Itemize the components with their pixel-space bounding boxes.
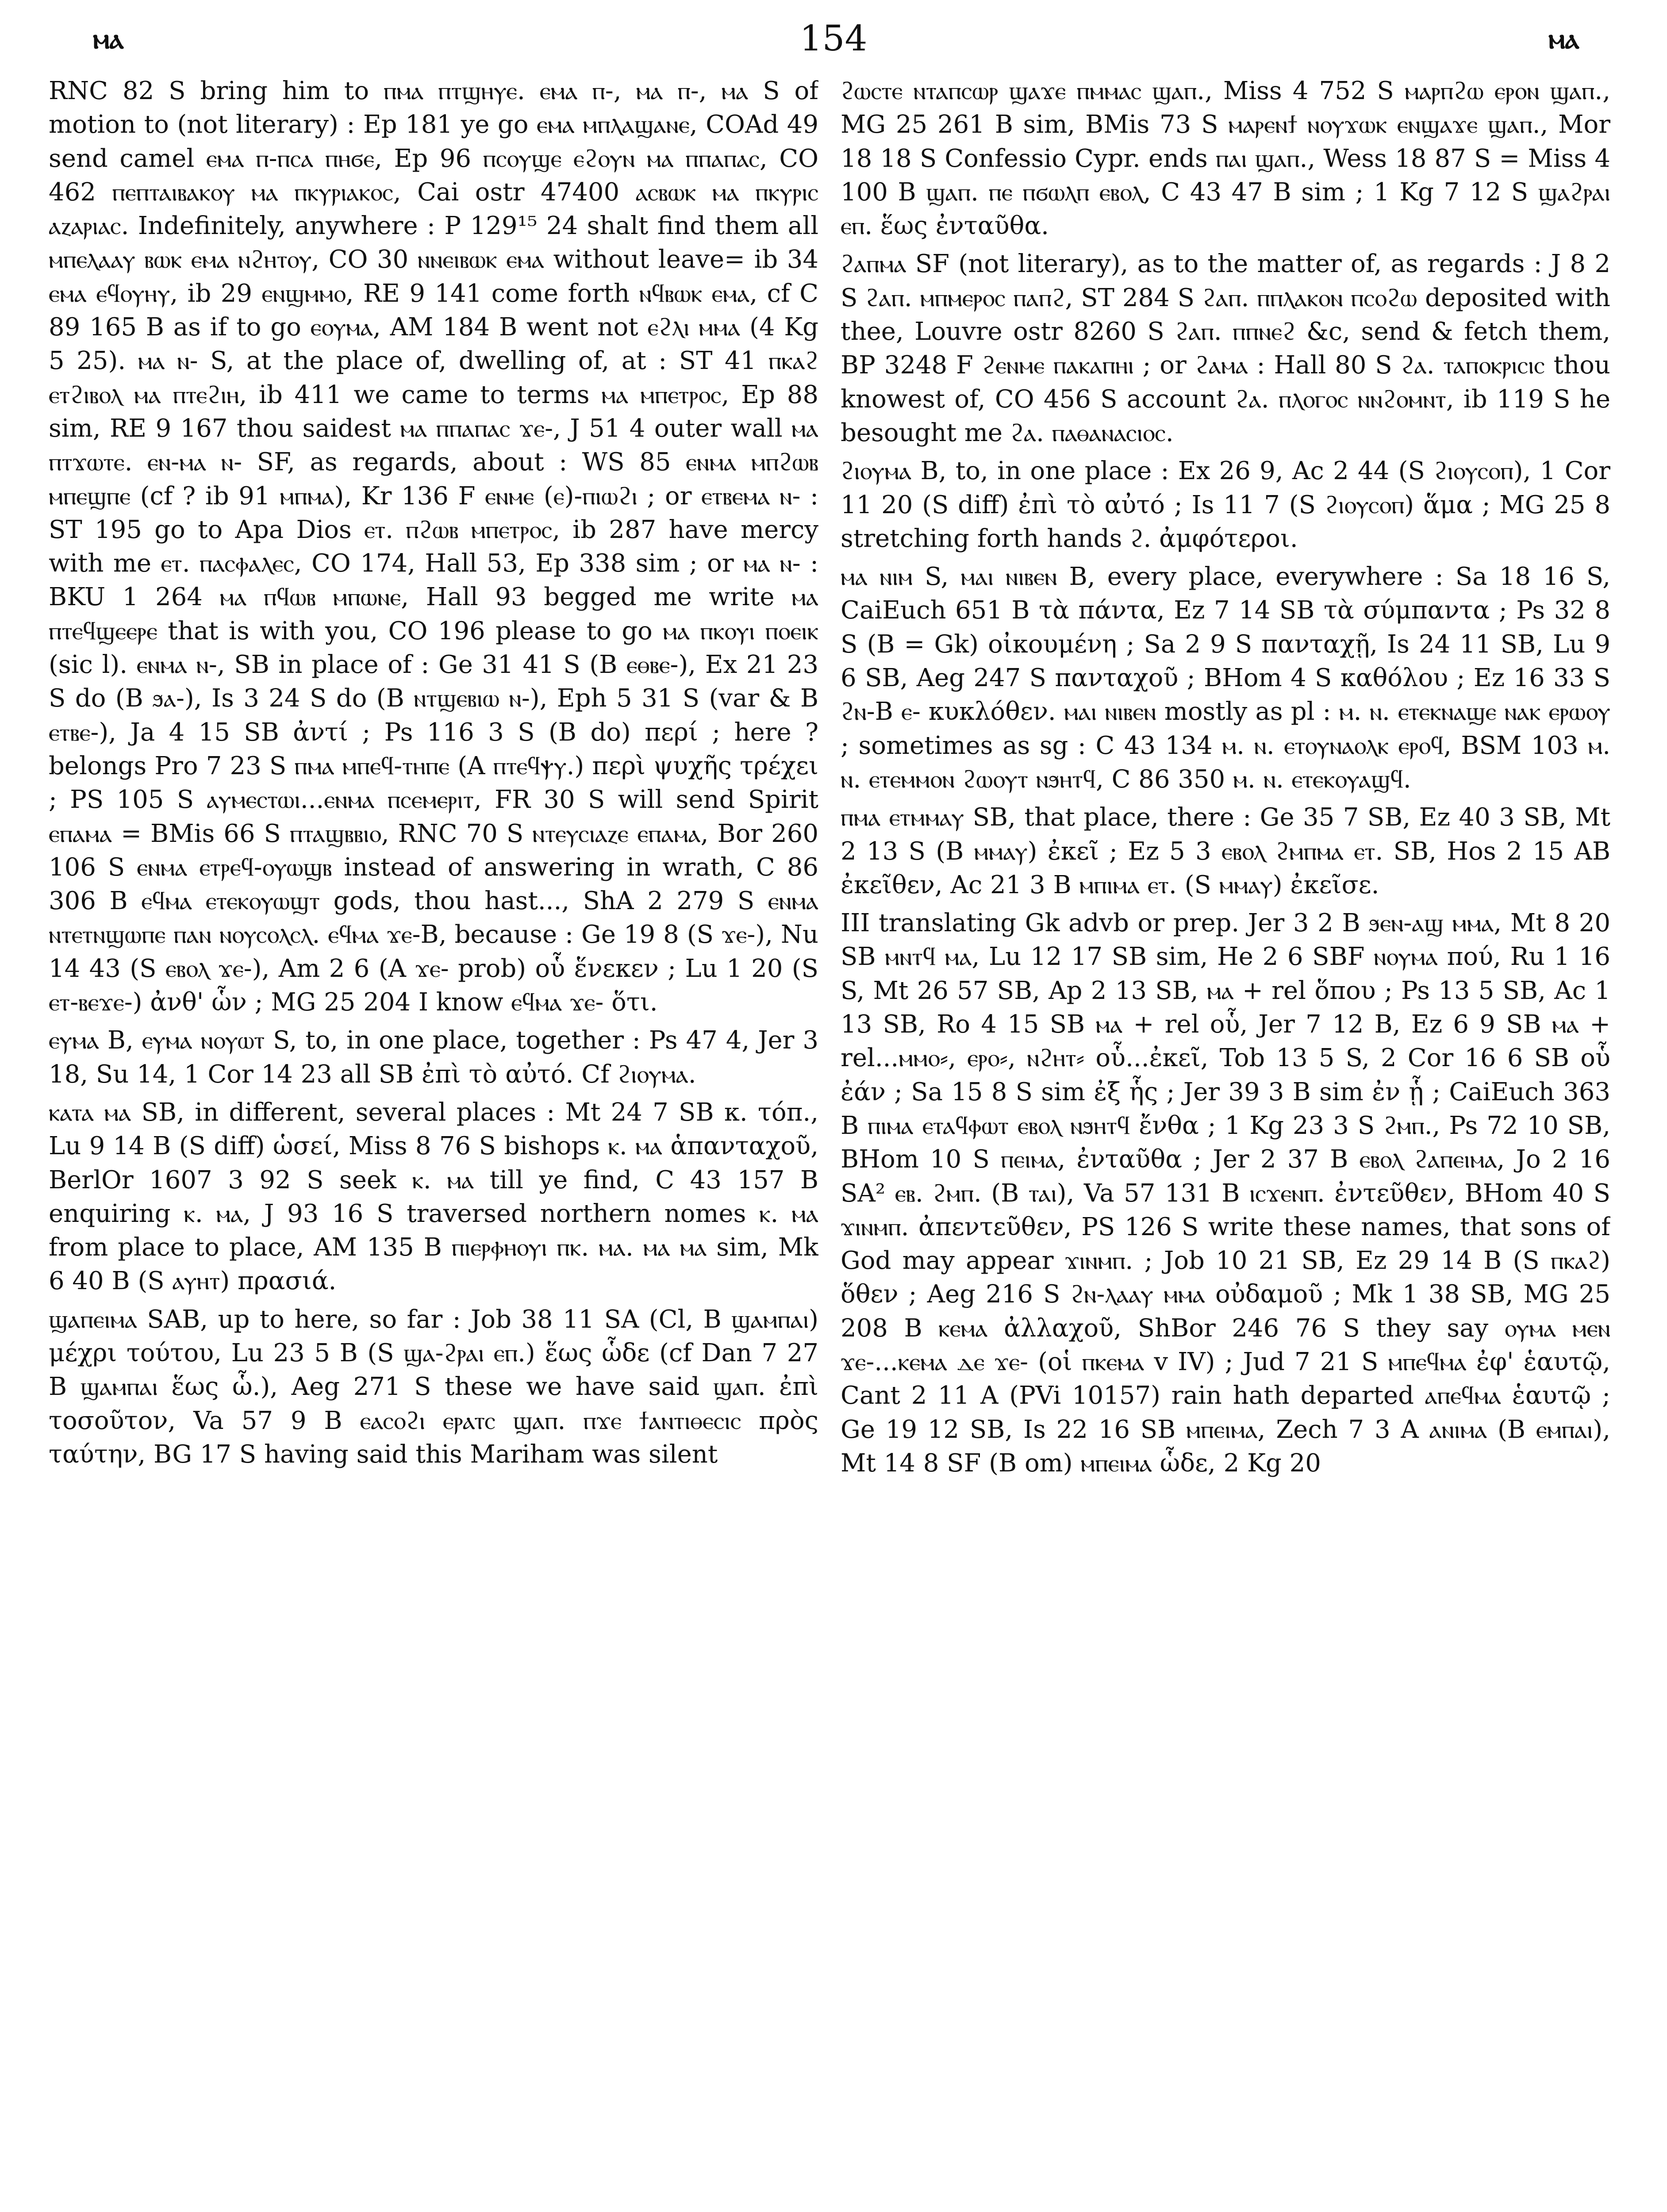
page-header — [0, 18, 1667, 71]
right-paragraph-2: ϩⲁⲡⲙⲁ SF (not literary), as to the matter of, as regards : J 8 2 S ϩⲁⲡ. ⲙⲡⲙⲉⲣⲟⲥ ⲡⲁⲡϩ, ST 284 S ϩⲁⲡ. ⲡⲡⲗⲁⲕⲟⲛ ⲡⲥⲟϩⲱ deposited with thee, Louvre ostr 8260 S ϩⲁⲡ. ⲡⲡⲛⲉϩ &c, send & fetch them, BP 3248 F ϩⲉⲛⲙⲉ ⲡⲁⲕⲁⲡⲏⲓ ; or ϩⲁⲙⲁ : Hall 80 S ϩⲁ. ⲧⲁⲡⲟⲕⲣⲓⲥⲓⲥ thou knowest of, CO 456 S account ϩⲁ. ⲡⲗⲟⲅⲟⲥ ⲛⲛϩⲟⲙⲛⲧ, ib 119 S he besought me ϩⲁ. ⲡⲁⲑⲁⲛⲁⲥⲓⲟⲥ. — [841, 250, 1610, 447]
right-column — [841, 74, 1610, 2212]
right-paragraph-6: III translating Gk advb or prep. Jer 3 2 B ϧⲉⲛ-ⲁϣ ⲙⲙⲁ, Mt 8 20 SB ⲙⲛⲧϥ ⲙⲁ, Lu 12 17 SB sim, He 2 6 SBF ⲛⲟⲩⲙⲁ πού, Ru 1 16 S, Mt 26 57 SB, Ap 2 13 SB, ⲙⲁ + rel ὅπου ; Ps 13 5 SB, Ac 1 13 SB, Ro 4 15 SB ⲙⲁ + rel οὗ, Jer 7 12 B, Ez 6 9 SB ⲙⲁ + rel...ⲙⲙⲟ⸗, ⲉⲣⲟ⸗, ⲛϩⲏⲧ⸗ οὗ...ἐκεῖ, Tob 13 5 S, 2 Cor 16 6 SB οὗ ἐάν ; Sa 15 8 S sim ἐξ ἧς ; Jer 39 3 B sim ἐν ᾗ ; CaiEuch 363 B ⲡⲓⲙⲁ ⲉⲧⲁϥⲫⲱⲧ ⲉⲃⲟⲗ ⲛϧⲏⲧϥ ἔνθα ; 1 Kg 23 3 S ϩⲙⲡ., Ps 72 10 SB, BHom 10 S ⲡⲉⲓⲙⲁ, ἐνταῦθα ; Jer 2 37 B ⲉⲃⲟⲗ ϩⲁⲡⲉⲓⲙⲁ, Jo 2 16 SA² ⲉⲃ. ϩⲙⲡ. (B ⲧⲁⲓ), Va 57 131 B ⲓⲥϫⲉⲛⲡ. ἐντεῦθεν, BHom 40 S ϫⲓⲛⲙⲡ. ἀπεντεῦθεν, PS 126 S write these names, that sons of God may appear ϫⲓⲛⲙⲡ. ; Job 10 21 SB, Ez 29 14 B (S ⲡⲕⲁϩ) ὅθεν ; Aeg 216 S ϩⲛ-ⲗⲁⲁⲩ ⲙⲙⲁ οὐδαμοῦ ; Mk 1 38 SB, MG 25 208 B ⲕⲉⲙⲁ ἀλλαχοῦ, ShBor 246 76 S they say ⲟⲩⲙⲁ ⲙⲉⲛ ϫⲉ-...ⲕⲉⲙⲁ ⲇⲉ ϫⲉ- (οἱ ⲡⲕⲉⲙⲁ v IV) ; Jud 7 21 S ⲙⲡⲉϥⲙⲁ ἐφ' ἑαυτῷ, Cant 2 11 A (PVi 10157) rain hath departed ⲁⲡⲉϥⲙⲁ ἑαυτῷ ; Ge 19 12 SB, Is 22 16 SB ⲙⲡⲉⲓⲙⲁ, Zech 7 3 A ⲁⲛⲓⲙⲁ (B ⲉⲙⲡⲁⲓ), Mt 14 8 SF (B om) ⲙⲡⲉⲓⲙⲁ ὧδε, 2 Kg 20 — [841, 909, 1610, 1478]
page-number: 154 — [799, 18, 868, 59]
left-paragraph-3: ⲕⲁⲧⲁ ⲙⲁ SB, in different, several places : Mt 24 7 SB κ. τόπ., Lu 9 14 B (S diff) ὡσεί, Miss 8 76 S bishops ⲕ. ⲙⲁ ἁπανταχοῦ, BerlOr 1607 3 92 S seek ⲕ. ⲙⲁ till ye find, C 43 157 B enquiring ⲕ. ⲙⲁ, J 93 16 S traversed northern nomes ⲕ. ⲙⲁ from place to place, AM 135 B ⲡⲓⲉⲣⲫⲏⲟⲩⲓ ⲡⲕ. ⲙⲁ. ⲙⲁ ⲙⲁ sim, Mk 6 40 B (S ⲁⲩⲏⲧ) πρασιά. — [49, 1098, 818, 1296]
left-guide-word: ⲙⲁ — [93, 22, 124, 55]
right-paragraph-5: ⲡⲙⲁ ⲉⲧⲙⲙⲁⲩ SB, that place, there : Ge 35 7 SB, Ez 40 3 SB, Mt 2 13 S (B ⲙⲙⲁⲩ) ἐκεῖ ; Ez 5 3 ⲉⲃⲟⲗ ϩⲙⲡⲙⲁ ⲉⲧ. SB, Hos 2 15 AB ἐκεῖθεν, Ac 21 3 B ⲙⲡⲓⲙⲁ ⲉⲧ. (S ⲙⲙⲁⲩ) ἐκεῖσε. — [841, 803, 1610, 899]
right-paragraph-4: ⲙⲁ ⲛⲓⲙ S, ⲙⲁⲓ ⲛⲓⲃⲉⲛ B, every place, everywhere : Sa 18 16 S, CaiEuch 651 B τὰ πάντα, Ez 7 14 SB τὰ σύμπαντα ; Ps 32 8 S (B = Gk) οἰκουμένη ; Sa 2 9 S πανταχῇ, Is 24 11 SB, Lu 9 6 SB, Aeg 247 S πανταχοῦ ; BHom 4 S καθόλου ; Ez 16 33 S ϩⲛ-B ⲉ- κυκλόθεν. ⲙⲁⲓ ⲛⲓⲃⲉⲛ mostly as pl : ⲙ. ⲛ. ⲉⲧⲉⲕⲛⲁϣⲉ ⲛⲁⲕ ⲉⲣⲱⲟⲩ ; sometimes as sg : C 43 134 ⲙ. ⲛ. ⲉⲧⲟⲩⲛⲁⲟⲗⲕ ⲉⲣⲟϥ, BSM 103 ⲙ. ⲛ. ⲉⲧⲉⲙⲙⲟⲛ ϩⲱⲟⲩⲧ ⲛϧⲏⲧϥ, C 86 350 ⲙ. ⲛ. ⲉⲧⲉⲕⲟⲩⲁϣϥ. — [841, 562, 1610, 794]
right-paragraph-3: ϩⲓⲟⲩⲙⲁ B, to, in one place : Ex 26 9, Ac 2 44 (S ϩⲓⲟⲩⲥⲟⲡ), 1 Cor 11 20 (S diff) ἐπὶ τὸ αὐτό ; Is 11 7 (S ϩⲓⲟⲩⲥⲟⲡ) ἅμα ; MG 25 8 stretching forth hands ϩ. ἀμφότεροι. — [841, 457, 1610, 553]
right-guide-word: ⲙⲁ — [1548, 22, 1579, 55]
left-paragraph-4: ϣⲁⲡⲉⲓⲙⲁ SAB, up to here, so far : Job 38 11 SA (Cl, B ϣⲁⲙⲡⲁⲓ) μέχρι τούτου, Lu 23 5 B (S ϣⲁ-ϩⲣⲁⲓ ⲉⲡ.) ἕως ὧδε (cf Dan 7 27 B ϣⲁⲙⲡⲁⲓ ἕως ὧ.), Aeg 271 S these we have said ϣⲁⲡ. ἐπὶ τοσοῦτον, Va 57 9 B ⲉⲁⲥⲟϩⲓ ⲉⲣⲁⲧⲥ ϣⲁⲡ. ⲡϫⲉ ϯⲁⲛⲧⲓⲑⲉⲥⲓⲥ πρὸς ταύτην, BG 17 S having said this Mariham was silent — [49, 1305, 818, 1469]
left-paragraph-2: ⲉⲩⲙⲁ B, ⲉⲩⲙⲁ ⲛⲟⲩⲱⲧ S, to, in one place, together : Ps 47 4, Jer 3 18, Su 14, 1 Cor 14 23 all SB ἐπὶ τὸ αὐτό. Cf ϩⲓⲟⲩⲙⲁ. — [49, 1026, 818, 1089]
left-paragraph-1: RNC 82 S bring him to ⲡⲙⲁ ⲡⲧϣⲏⲩⲉ. ⲉⲙⲁ ⲡ-, ⲙⲁ ⲡ-, ⲙⲁ S of motion to (not literary) : Ep 181 ye go ⲉⲙⲁ ⲙⲡⲗⲁϣⲁⲛⲉ, COAd 49 send camel ⲉⲙⲁ ⲡ-ⲡⲥⲁ ⲡⲏϭⲉ, Ep 96 ⲡⲥⲟⲩϣⲉ ⲉϩⲟⲩⲛ ⲙⲁ ⲡⲡⲁⲡⲁⲥ, CO 462 ⲡⲉⲡⲧⲁⲓⲃⲁⲕⲟⲩ ⲙⲁ ⲡⲕⲩⲣⲓⲁⲕⲟⲥ, Cai ostr 47400 ⲁⲥⲃⲱⲕ ⲙⲁ ⲡⲕⲩⲣⲓⲥ ⲁⲍⲁⲣⲓⲁⲥ. Indefinitely, anywhere : P 129¹⁵ 24 shalt find them all ⲙⲡⲉⲗⲁⲁⲩ ⲃⲱⲕ ⲉⲙⲁ ⲛϩⲏⲧⲟⲩ, CO 30 ⲛⲛⲉⲓⲃⲱⲕ ⲉⲙⲁ without leave= ib 34 ⲉⲙⲁ ⲉϥⲟⲩⲏⲩ, ib 29 ⲉⲛϣⲙⲙⲟ, RE 9 141 come forth ⲛϥⲃⲱⲕ ⲉⲙⲁ, cf C 89 165 B as if to go ⲉⲟⲩⲙⲁ, AM 184 B went not ⲉϩⲗⲓ ⲙⲙⲁ (4 Kg 5 25). ⲙⲁ ⲛ- S, at the place of, dwelling of, at : ST 41 ⲡⲕⲁϩ ⲉⲧϩⲓⲃⲟⲗ ⲙⲁ ⲡⲧⲉϩⲓⲏ, ib 411 we came to terms ⲙⲁ ⲙⲡⲉⲧⲣⲟⲥ, Ep 88 sim, RE 9 167 thou saidest ⲙⲁ ⲡⲡⲁⲡⲁⲥ ϫⲉ-, J 51 4 outer wall ⲙⲁ ⲡⲧϫⲱⲧⲉ. ⲉⲛ-ⲙⲁ ⲛ- SF, as regards, about : WS 85 ⲉⲛⲙⲁ ⲙⲡϩⲱⲃ ⲙⲡⲉϣⲡⲉ (cf ? ib 91 ⲙⲡⲙⲁ), Kr 136 F ⲉⲛⲙⲉ (ⲉ)-ⲡⲓⲱϩⲓ ; or ⲉⲧⲃⲉⲙⲁ ⲛ- : ST 195 go to Apa Dios ⲉⲧ. ⲡϩⲱⲃ ⲙⲡⲉⲧⲣⲟⲥ, ib 287 have mercy with me ⲉⲧ. ⲡⲁⲥⲫⲁⲗⲉⲥ, CO 174, Hall 53, Ep 338 sim ; or ⲙⲁ ⲛ- : BKU 1 264 ⲙⲁ ⲡϥⲱⲃ ⲙⲡⲱⲛⲉ, Hall 93 begged me write ⲙⲁ ⲡⲧⲉϥϣⲉⲉⲣⲉ that is with you, CO 196 please to go ⲙⲁ ⲡⲕⲟⲩⲓ ⲡⲟⲉⲓⲕ (sic l). ⲉⲛⲙⲁ ⲛ-, SB in place of : Ge 31 41 S (B ⲉⲑⲃⲉ-), Ex 21 23 S do (B ϧⲁ-), Is 3 24 S do (B ⲛⲧϣⲉⲃⲓⲱ ⲛ-), Eph 5 31 S (var & B ⲉⲧⲃⲉ-), Ja 4 15 SB ἀντί ; Ps 116 3 S (B do) περί ; here ? belongs Pro 7 23 S ⲡⲙⲁ ⲙⲡⲉϥ-ⲧⲏⲡⲉ (A ⲡⲧⲉϥⲯⲩ.) περὶ ψυχῆς τρέχει ; PS 105 S ⲁⲩⲙⲉⲥⲧⲱⲓ...ⲉⲛⲙⲁ ⲡⲥⲉⲙⲉⲣⲓⲧ, FR 30 S will send Spirit ⲉⲡⲁⲙⲁ = BMis 66 S ⲡⲧⲁϣⲃⲃⲓⲟ, RNC 70 S ⲛⲧⲉⲩⲥⲓⲁⲍⲉ ⲉⲡⲁⲙⲁ, Bor 260 106 S ⲉⲛⲙⲁ ⲉⲧⲣⲉϥ-ⲟⲩⲱϣⲃ instead of answering in wrath, C 86 306 B ⲉϥⲙⲁ ⲉⲧⲉⲕⲟⲩⲱϣⲧ gods, thou hast..., ShA 2 279 S ⲉⲛⲙⲁ ⲛⲧⲉⲧⲛϣⲱⲡⲉ ⲡⲁⲛ ⲛⲟⲩⲥⲟⲗⲥⲗ. ⲉϥⲙⲁ ϫⲉ-B, because : Ge 19 8 (S ϫⲉ-), Nu 14 43 (S ⲉⲃⲟⲗ ϫⲉ-), Am 2 6 (A ϫⲉ- prob) οὗ ἕνεκεν ; Lu 1 20 (S ⲉⲧ-ⲃⲉϫⲉ-) ἀνθ' ὧν ; MG 25 204 I know ⲉϥⲙⲁ ϫⲉ- ὅτι. — [49, 77, 818, 1017]
right-paragraph-1: ϩⲱⲥⲧⲉ ⲛⲧⲁⲡⲥⲱⲣ ϣⲁϫⲉ ⲡⲙⲙⲁⲥ ϣⲁⲡ., Miss 4 752 S ⲙⲁⲣⲡϩⲱ ⲉⲣⲟⲛ ϣⲁⲡ., MG 25 261 B sim, BMis 73 S ⲙⲁⲣⲉⲛϯ ⲛⲟⲩϫⲱⲕ ⲉⲛϣⲁϫⲉ ϣⲁⲡ., Mor 18 18 S Confessio Cypr. ends ⲡⲁⲓ ϣⲁⲡ., Wess 18 87 S = Miss 4 100 B ϣⲁⲡ. ⲡⲉ ⲡϭⲱⲗⲡ ⲉⲃⲟⲗ, C 43 47 B sim ; 1 Kg 7 12 S ϣⲁϩⲣⲁⲓ ⲉⲡ. ἕως ἐνταῦθα. — [841, 77, 1610, 241]
left-column — [49, 74, 818, 2212]
